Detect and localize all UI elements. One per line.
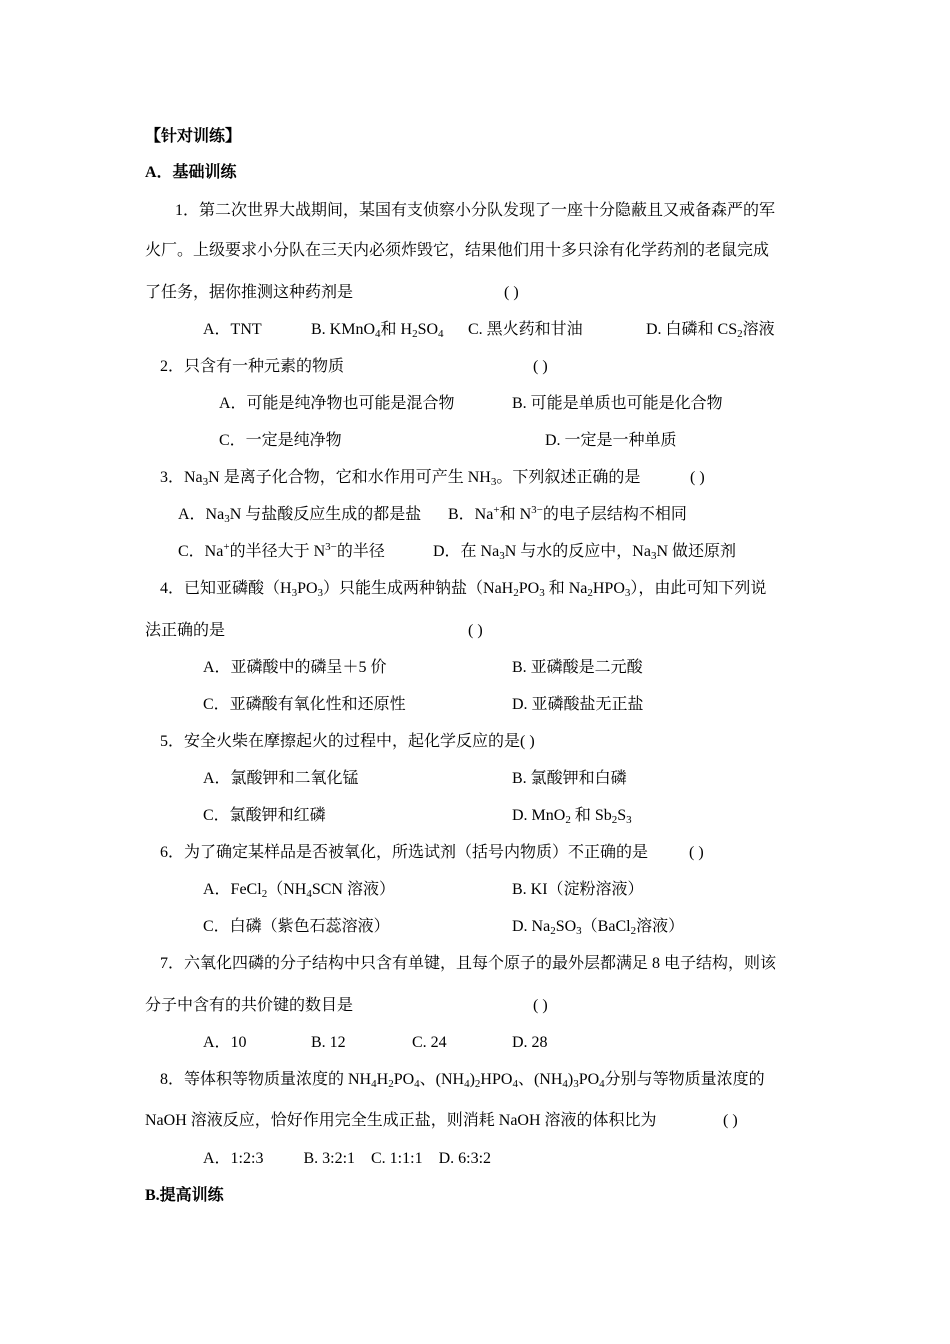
q1-option-c: C. 黑火药和甘油	[468, 321, 583, 338]
q8-answer-paren: ( )	[723, 1112, 738, 1129]
q2-answer-paren: ( )	[533, 358, 548, 375]
q7-option-d: D. 28	[512, 1034, 548, 1051]
q5-option-b: B. 氯酸钾和白磷	[512, 770, 627, 787]
q1-line3: 了任务，据你推测这种药剂是	[145, 284, 354, 301]
q3-option-a: A．$Na_3N$ 与盐酸反应生成的都是盐	[178, 506, 422, 525]
q4-option-b: B. 亚磷酸是二元酸	[512, 659, 643, 676]
q2-option-a: A．可能是纯净物也可能是混合物	[219, 395, 455, 412]
q7-option-b: B. 12	[311, 1034, 346, 1051]
q7-line2: 分子中含有的共价键的数目是	[145, 997, 354, 1014]
q5-option-a: A．氯酸钾和二氧化锰	[203, 770, 359, 787]
q8-line1: 8．等体积等物质量浓度的 $NH_4H_2PO_4$、$(NH_4)_2HPO_4$、$(NH_4)_3PO_4$分别与等物质量浓度的	[160, 1071, 765, 1090]
q5-option-d: D. MnO$_2$ 和 $Sb_2S_3$	[512, 807, 632, 826]
q7-line1: 7．六氧化四磷的分子结构中只含有单键，且每个原子的最外层都满足 8 电子结构，则该	[160, 955, 777, 972]
q1-option-a: A．TNT	[203, 321, 262, 338]
q6-answer-paren: ( )	[689, 844, 704, 861]
q3-answer-paren: ( )	[690, 469, 705, 486]
section-a-title: A．基础训练	[145, 164, 237, 181]
section-b-title: B.提高训练	[145, 1187, 224, 1204]
q3-option-c: C．Na+的半径大于 $N^{3-}$的半径	[178, 541, 385, 560]
q8-options: A．1:2:3 B. 3:2:1 C. 1:1:1 D. 6:3:2	[203, 1150, 492, 1167]
q3-stem: 3．$Na_3N$ 是离子化合物，它和水作用可产生 $NH_3$。下列叙述正确的是	[160, 469, 641, 488]
q4-stem: 4．已知亚磷酸$(H_3PO_3)$只能生成两种钠盐（$NaH_2PO_3$ 和 $Na_2HPO_3$），由此可知下列说	[160, 580, 767, 599]
q6-option-d: D. $Na_2SO_3(BaCl_2$溶液）	[512, 918, 685, 937]
q1-line2: 火厂。上级要求小分队在三天内必须炸毁它，结果他们用十多只涂有化学药剂的老鼠完成	[145, 242, 770, 259]
q3-option-d: D．在 $Na_3N$ 与水的反应中，$Na_3N$ 做还原剂	[433, 543, 736, 562]
q7-option-a: A．10	[203, 1034, 247, 1051]
q7-answer-paren: ( )	[533, 997, 548, 1014]
q7-option-c: C. 24	[412, 1034, 447, 1051]
q2-option-d: D. 一定是一种单质	[545, 432, 677, 449]
q2-stem: 2．只含有一种元素的物质	[160, 358, 345, 375]
exercise-heading: 【针对训练】	[145, 128, 242, 145]
q6-option-c: C．白磷（紫色石蕊溶液）	[203, 918, 390, 935]
q2-option-b: B. 可能是单质也可能是化合物	[512, 395, 723, 412]
q4-option-a: A．亚磷酸中的磷呈＋5 价	[203, 659, 387, 676]
q6-option-a: A．$FeCl_2(NH_4SCN$ 溶液）	[203, 881, 395, 900]
q1-answer-paren: ( )	[504, 284, 519, 301]
q5-stem: 5．安全火柴在摩擦起火的过程中，起化学反应的是( )	[160, 733, 535, 750]
q1-option-d: D. 白磷和 $CS_2$溶液	[646, 321, 775, 340]
q4-option-d: D. 亚磷酸盐无正盐	[512, 696, 644, 713]
q2-option-c: C．一定是纯净物	[219, 432, 342, 449]
q1-line1: 1．第二次世界大战期间，某国有支侦察小分队发现了一座十分隐蔽且又戒备森严的军	[175, 202, 776, 219]
q4-option-c: C．亚磷酸有氧化性和还原性	[203, 696, 406, 713]
q8-line2: NaOH 溶液反应，恰好作用完全生成正盐，则消耗 NaOH 溶液的体积比为	[145, 1112, 657, 1129]
q1-option-b: B. KMnO$_4$和 $H_2SO_4$	[311, 321, 444, 340]
q6-stem: 6．为了确定某样品是否被氧化，所选试剂（括号内物质）不正确的是	[160, 844, 649, 861]
q4-answer-paren: ( )	[468, 622, 483, 639]
q5-option-c: C．氯酸钾和红磷	[203, 807, 326, 824]
q4-line2: 法正确的是	[145, 622, 226, 639]
q3-option-b: B．Na+和 $N^{3-}$的电子层结构不相同	[448, 504, 687, 523]
q6-option-b: B. KI（淀粉溶液）	[512, 881, 644, 898]
